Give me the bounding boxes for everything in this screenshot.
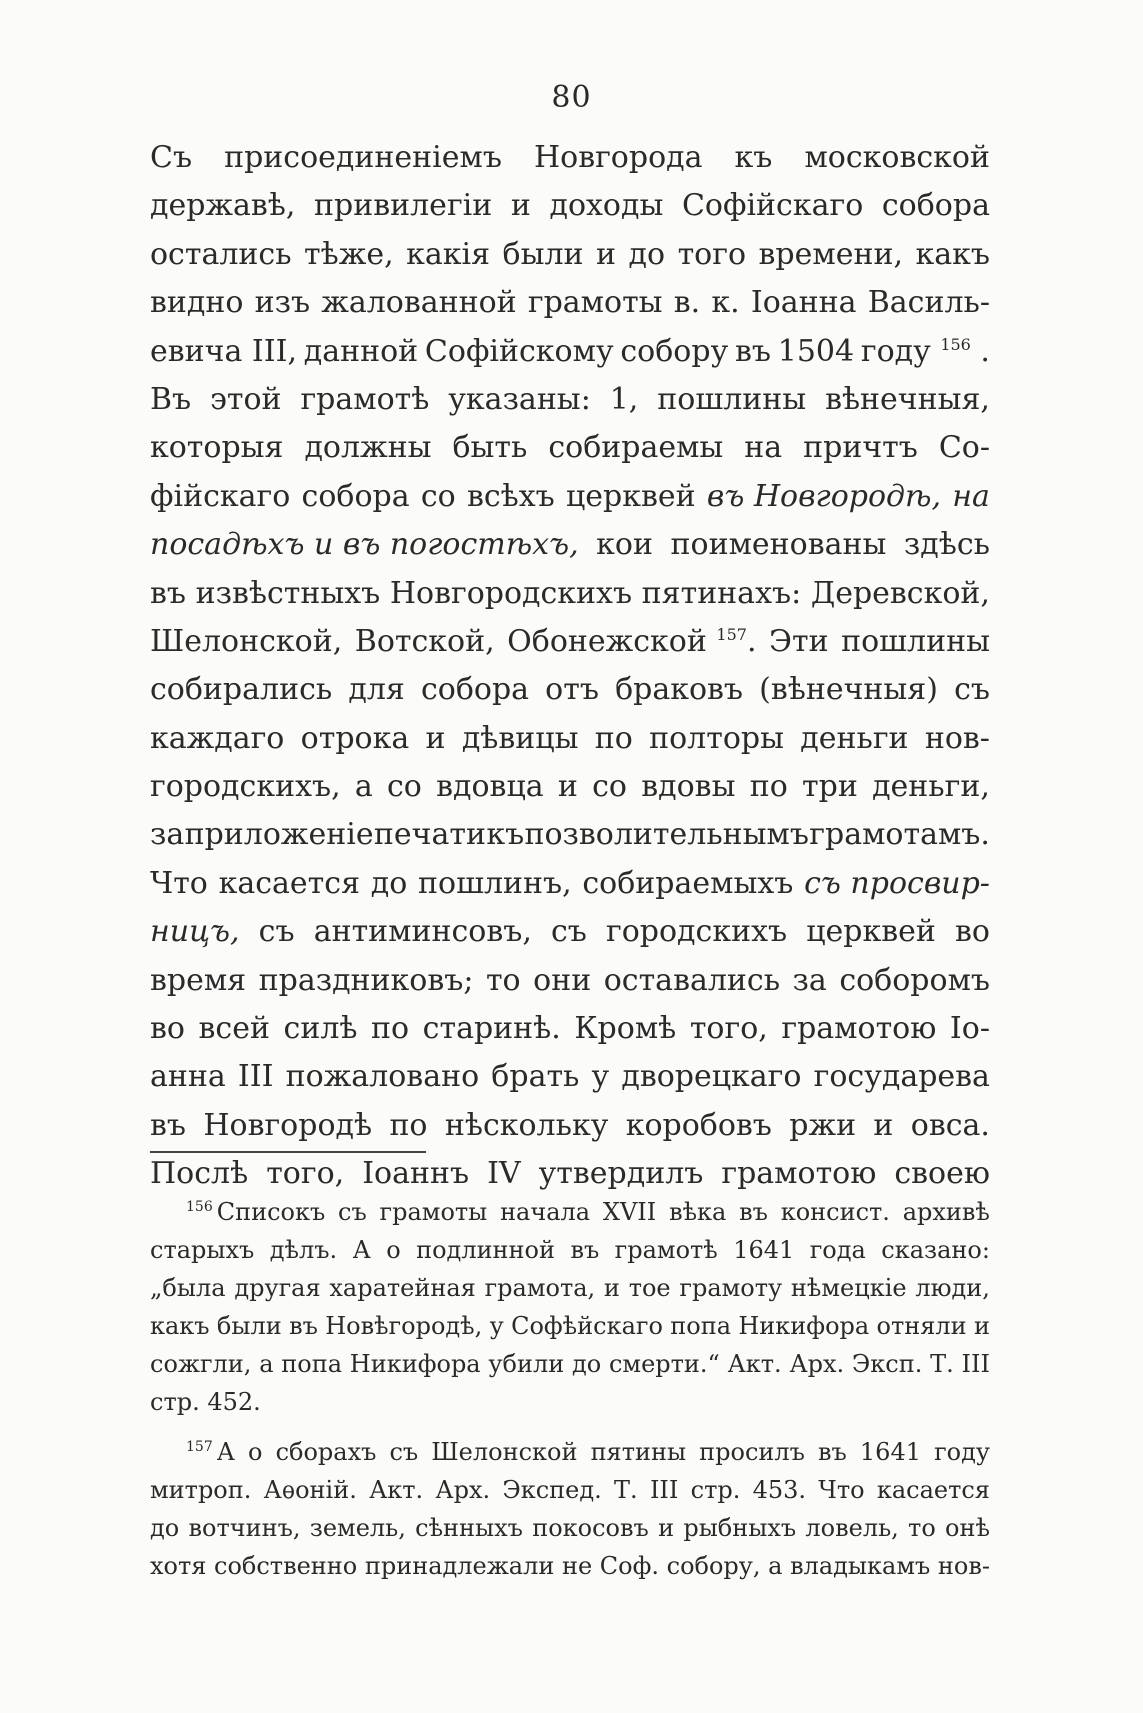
- footnote-word: „была: [150, 1274, 226, 1302]
- footnote-word: о: [386, 1236, 401, 1264]
- text-line: [150, 527, 990, 575]
- footnote-gap: [150, 1426, 990, 1438]
- word: по: [749, 769, 788, 805]
- footnote-word: въ: [818, 1438, 847, 1466]
- word: собираемы: [548, 430, 724, 466]
- word: за: [150, 817, 185, 853]
- text-line: [150, 382, 990, 430]
- word: вдовы: [641, 769, 736, 805]
- word: отрока: [300, 720, 410, 756]
- footnote-word: отняли: [876, 1312, 967, 1340]
- word: браковъ: [615, 672, 744, 708]
- word: касается: [218, 865, 360, 901]
- footnote-line: [150, 1350, 990, 1388]
- footnote-word: Арх.: [435, 1476, 491, 1504]
- footnote-word: Акт.: [727, 1350, 782, 1378]
- word: данной: [303, 333, 419, 369]
- footnote-word: Акт.: [369, 1476, 424, 1504]
- word: къ: [734, 140, 773, 175]
- word: и: [510, 188, 531, 224]
- word: Новгорода: [533, 140, 703, 175]
- word: во: [954, 914, 990, 950]
- word: времени,: [758, 236, 903, 272]
- footnote-word: А: [352, 1236, 371, 1264]
- word: до: [370, 865, 408, 901]
- word: на: [744, 430, 783, 466]
- word: полторы: [649, 720, 784, 756]
- word: собора: [881, 188, 990, 224]
- word: жалованной: [321, 285, 517, 321]
- footnote-word: а: [768, 1552, 783, 1580]
- text-line: [150, 479, 990, 527]
- footnote-word: хотя: [150, 1552, 207, 1580]
- word: всѣхъ: [466, 478, 555, 514]
- word: анна: [150, 1059, 226, 1095]
- word: позволительнымъ: [524, 817, 809, 853]
- word: Что: [150, 865, 208, 901]
- footnote-word: Соф.: [599, 1552, 660, 1580]
- footnote-word: тое: [628, 1274, 671, 1302]
- word: державѣ,: [150, 188, 296, 224]
- footnote-word: собору,: [666, 1552, 761, 1580]
- word: дѣвицы: [461, 720, 579, 756]
- word: изъ: [254, 285, 311, 321]
- word: Іо-: [949, 1011, 990, 1047]
- footnote-word: нѣмецкіе: [790, 1274, 907, 1302]
- word: въ: [150, 1107, 186, 1143]
- footnote-line: [150, 1274, 990, 1312]
- word: городскихъ,: [150, 769, 341, 805]
- word: съ: [258, 914, 295, 950]
- word: пошлины: [841, 623, 990, 659]
- word: того,: [266, 1156, 345, 1192]
- footnote-word: году: [934, 1438, 990, 1466]
- footnote-word: о: [248, 1438, 263, 1466]
- footnote-word: 453.: [752, 1476, 807, 1504]
- word: по: [594, 720, 633, 756]
- word: кои: [596, 527, 653, 563]
- footnote-word: съ: [389, 1438, 419, 1466]
- word: три: [802, 769, 858, 805]
- footnote-rule: [150, 1151, 426, 1153]
- word: доходы: [549, 188, 664, 224]
- word: к.: [711, 285, 740, 321]
- word: нѣскольку: [444, 1107, 609, 1143]
- footnote-word: сказано:: [881, 1236, 990, 1264]
- footnote-word: года: [809, 1236, 866, 1264]
- footnote-word: и: [603, 1274, 620, 1302]
- word: фійскаго: [150, 478, 291, 514]
- word: IV: [487, 1156, 521, 1192]
- footnote-word: Арх.: [789, 1350, 845, 1378]
- word: городскихъ: [606, 914, 788, 950]
- word: по: [389, 1107, 428, 1143]
- footnote-word: и: [658, 1514, 675, 1542]
- text-line: [150, 1011, 990, 1059]
- word: антиминсовъ,: [313, 914, 532, 950]
- footnote-word: касается: [876, 1476, 990, 1504]
- word: того,: [689, 1011, 768, 1047]
- word: привилегіи: [314, 188, 493, 224]
- word: и: [557, 769, 578, 805]
- word: собираемыхъ: [582, 865, 794, 901]
- text-line: [150, 334, 990, 382]
- word: которыя: [150, 430, 284, 466]
- word: посадѣхъ и въ погостѣхъ,: [150, 527, 579, 563]
- footnote-word: Софѣйскаго: [511, 1312, 663, 1340]
- footnote-word: вѣка: [669, 1198, 727, 1226]
- word: Шелонской,: [150, 623, 343, 659]
- word: Софійскаго: [681, 188, 864, 224]
- word: Новгородскихъ: [389, 575, 633, 611]
- footnote-word: другая: [234, 1274, 321, 1302]
- footnote-word: сборахъ: [275, 1438, 377, 1466]
- word: грамотою: [721, 1156, 877, 1192]
- footnote-word: стр.: [690, 1476, 741, 1504]
- text-line: [150, 672, 990, 720]
- word: по: [371, 1011, 410, 1047]
- footnote-mark: 156: [186, 1199, 213, 1215]
- word: за: [792, 962, 827, 998]
- word: силѣ: [283, 1011, 358, 1047]
- footnote-word: въ: [739, 1198, 768, 1226]
- word: оставались: [603, 962, 781, 998]
- word: соборомъ: [839, 962, 990, 998]
- word: 1504: [777, 333, 855, 369]
- word: и: [873, 1107, 894, 1143]
- word: собирались: [150, 672, 333, 708]
- footnote-ref: 157: [716, 624, 747, 644]
- word: Обонежской $^{157}$.: [507, 623, 757, 659]
- footnote-word: а: [259, 1350, 274, 1378]
- word: Іоаннъ: [362, 1156, 470, 1192]
- footnote-word: съ: [338, 1198, 367, 1226]
- footnote-line: [150, 1236, 990, 1274]
- footnote-line: [150, 1476, 990, 1514]
- word: во: [150, 1011, 185, 1047]
- word: Въ: [150, 381, 192, 417]
- word: и: [596, 236, 617, 272]
- footnote-word: владыкамъ: [790, 1552, 931, 1580]
- word: Деревской,: [810, 575, 990, 611]
- text-line: [150, 576, 990, 624]
- word: до: [628, 236, 666, 272]
- footnote-word: харатейная: [329, 1274, 476, 1302]
- footnote-word: до: [150, 1514, 180, 1542]
- word: Послѣ: [150, 1156, 249, 1192]
- footnote-word: архивѣ: [902, 1198, 990, 1226]
- footnote-word: то: [908, 1514, 936, 1542]
- word: евича III,: [150, 333, 297, 369]
- word: овса.: [910, 1107, 990, 1143]
- word: деньги: [800, 720, 909, 756]
- word: государева: [813, 1059, 990, 1095]
- footnote-word: грамота,: [484, 1274, 596, 1302]
- footnote-word: покосовъ: [532, 1514, 649, 1542]
- text-line: [150, 721, 990, 769]
- footnote-word: принадлежали: [364, 1552, 555, 1580]
- word: приложеніе: [184, 817, 374, 853]
- footnote-word: грамотѣ: [614, 1236, 718, 1264]
- word: ржи: [789, 1107, 857, 1143]
- footnote-word: ловель,: [805, 1514, 899, 1542]
- word: III: [237, 1059, 274, 1095]
- word: были: [502, 236, 584, 272]
- word: отъ: [545, 672, 599, 708]
- word: на: [952, 478, 990, 514]
- word: своею: [894, 1156, 990, 1192]
- word: грамотою: [781, 1011, 937, 1047]
- word: собора: [301, 478, 410, 514]
- word: году $^{156}$ .: [860, 333, 990, 369]
- footnote-word: Эксп.: [851, 1350, 923, 1378]
- word: остались: [150, 236, 292, 272]
- footnote-word: у: [489, 1312, 504, 1340]
- footnote-first-word: А: [216, 1438, 235, 1466]
- footnote-word: Шелонской: [431, 1438, 578, 1466]
- word: праздниковъ;: [258, 962, 474, 998]
- footnote-word: 1641: [733, 1236, 795, 1264]
- footnote-word: сожгли,: [150, 1350, 252, 1378]
- text-line: [150, 285, 990, 333]
- word: (вѣнечныя): [759, 672, 938, 708]
- footnote-word: грамоты: [379, 1198, 488, 1226]
- word: то: [485, 962, 521, 998]
- text-line: [150, 769, 990, 817]
- word: церквей: [565, 478, 696, 514]
- footnote-line: [150, 1312, 990, 1350]
- word: старинѣ.: [422, 1011, 561, 1047]
- word: видно: [150, 285, 244, 321]
- text-line: [150, 140, 990, 188]
- page-number: 80: [551, 80, 592, 115]
- word: съ просвир-: [804, 865, 990, 901]
- word: Іоанна: [750, 285, 857, 321]
- word: Эти: [769, 623, 829, 659]
- footnote-line: [150, 1198, 990, 1236]
- word: къ: [486, 817, 525, 853]
- word: со: [387, 769, 422, 805]
- footnote-word: начала: [500, 1198, 591, 1226]
- body-text: [150, 140, 990, 1205]
- word: со: [592, 769, 627, 805]
- word: Вотской,: [354, 623, 495, 659]
- footnote-line: [150, 1438, 990, 1476]
- footnote-mark: 157: [186, 1439, 213, 1455]
- text-line: [150, 963, 990, 1011]
- word: этой: [210, 381, 282, 417]
- word: поименованы: [670, 527, 887, 563]
- word: для: [348, 672, 405, 708]
- word: Съ: [150, 140, 193, 175]
- footnote-word: до: [571, 1350, 602, 1378]
- word: вѣнечныя,: [825, 381, 990, 417]
- text-line: [150, 430, 990, 478]
- footnote-word: [150, 1198, 325, 1226]
- word: утвердилъ: [538, 1156, 704, 1192]
- word: они: [533, 962, 592, 998]
- footnote-word: Т.: [614, 1476, 638, 1504]
- footnote-word: рыбныхъ: [683, 1514, 797, 1542]
- footnote-word: были: [216, 1312, 282, 1340]
- footnote-word: Никифора: [738, 1312, 870, 1340]
- footnote-word: смерти.“: [608, 1350, 720, 1378]
- footnote-word: Новѣгородѣ,: [325, 1312, 483, 1340]
- word: указаны:: [448, 381, 591, 417]
- footnote-word: въ: [570, 1236, 600, 1264]
- footnote-word: XVII: [602, 1198, 657, 1226]
- word: печати: [373, 817, 486, 853]
- word: тѣже,: [304, 236, 394, 272]
- footnote-word: попа: [670, 1312, 732, 1340]
- word: Новгородѣ: [203, 1107, 373, 1143]
- word: всей: [198, 1011, 270, 1047]
- word: а: [354, 769, 373, 805]
- word: присоединеніемъ: [224, 140, 502, 175]
- footnote-ref: 156: [940, 334, 971, 354]
- word: въ: [150, 575, 186, 611]
- footnote-line: [150, 1514, 990, 1552]
- footnote-word: какъ: [150, 1312, 210, 1340]
- footnote-line: [150, 1388, 990, 1426]
- word: церквей: [806, 914, 936, 950]
- word: брать: [491, 1059, 580, 1095]
- footnote-word: грамоту: [679, 1274, 783, 1302]
- footnote-word: попа: [281, 1350, 343, 1378]
- footnote-word: консист.: [780, 1198, 890, 1226]
- footnotes: [150, 1198, 990, 1590]
- footnote-word: III: [649, 1476, 679, 1504]
- footnote-word: собственно: [214, 1552, 358, 1580]
- word: пошлинъ,: [418, 865, 572, 901]
- word: извѣстныхъ: [195, 575, 381, 611]
- word: съ: [551, 914, 587, 950]
- word: московской: [804, 140, 990, 175]
- footnote-word: пятины: [590, 1438, 687, 1466]
- footnote-word: [150, 1438, 235, 1466]
- word: дворецкаго: [621, 1059, 802, 1095]
- text-line: [150, 1059, 990, 1107]
- word: коробовъ: [625, 1107, 772, 1143]
- word: у: [591, 1059, 610, 1095]
- word: какъ: [915, 236, 990, 272]
- word: 1,: [609, 381, 639, 417]
- word: въ Новгородѣ,: [706, 478, 942, 514]
- footnote-word: 1641: [859, 1438, 921, 1466]
- word: пошлины: [657, 381, 807, 417]
- footnote-word: Что: [818, 1476, 865, 1504]
- word: грамотѣ: [300, 381, 430, 417]
- text-line: [150, 817, 990, 865]
- footnote-word: сѣнныхъ: [415, 1514, 523, 1542]
- text-line: [150, 188, 990, 236]
- text-line: [150, 866, 990, 914]
- word: собора: [420, 672, 530, 708]
- word: в.: [673, 285, 701, 321]
- footnote-word: Т.: [930, 1350, 954, 1378]
- footnote-first-word: Списокъ: [216, 1198, 326, 1226]
- word: того: [677, 236, 747, 272]
- footnote-word: просилъ: [699, 1438, 805, 1466]
- footnote-word: убили: [488, 1350, 565, 1378]
- footnote-word: нов-: [937, 1552, 990, 1580]
- footnote-word: III: [961, 1350, 990, 1378]
- footnote-word: Аѳоній.: [263, 1476, 357, 1504]
- footnote-word: вотчинъ,: [188, 1514, 301, 1542]
- word: со: [420, 478, 456, 514]
- text-line: [150, 914, 990, 962]
- footnote-word: подлинной: [416, 1236, 555, 1264]
- footnote-word: земель,: [309, 1514, 406, 1542]
- word: ницъ,: [150, 914, 240, 950]
- word: время: [150, 962, 247, 998]
- word: пожаловано: [285, 1059, 480, 1095]
- footnote-line: [150, 1552, 990, 1590]
- word: Кромѣ: [574, 1011, 677, 1047]
- footnote-word: и: [973, 1312, 990, 1340]
- text-line: [150, 237, 990, 285]
- word: въ: [734, 333, 771, 369]
- word: Василь-: [867, 285, 990, 321]
- footnote-word: старыхъ: [150, 1236, 255, 1264]
- footnote-word: дѣлъ.: [269, 1236, 338, 1264]
- footnote-word: не: [561, 1552, 593, 1580]
- word: причтъ: [803, 430, 918, 466]
- footnote-word: люди,: [915, 1274, 990, 1302]
- word: вдовца: [436, 769, 544, 805]
- word: грамоты: [527, 285, 663, 321]
- word: собору: [620, 333, 729, 369]
- word: Софійскому: [424, 333, 614, 369]
- footnote-word: онѣ: [945, 1514, 990, 1542]
- word: и: [425, 720, 446, 756]
- footnote-word: митроп.: [150, 1476, 252, 1504]
- footnote-word: Никифора: [349, 1350, 481, 1378]
- footnote-word: стр. 452.: [150, 1388, 261, 1416]
- footnote-word: Экспед.: [502, 1476, 602, 1504]
- word: грамотамъ.: [809, 817, 990, 853]
- word: пятинахъ:: [641, 575, 802, 611]
- word: какія: [406, 236, 491, 272]
- footnote-word: въ: [289, 1312, 318, 1340]
- word: Со-: [938, 430, 990, 466]
- text-line: [150, 624, 990, 672]
- word: здѣсь: [903, 527, 990, 563]
- word: должны: [304, 430, 432, 466]
- word: деньги,: [872, 769, 990, 805]
- word: каждаго: [150, 720, 285, 756]
- word: нов-: [924, 720, 990, 756]
- word: съ: [954, 672, 990, 708]
- text-line: [150, 1108, 990, 1156]
- word: быть: [452, 430, 528, 466]
